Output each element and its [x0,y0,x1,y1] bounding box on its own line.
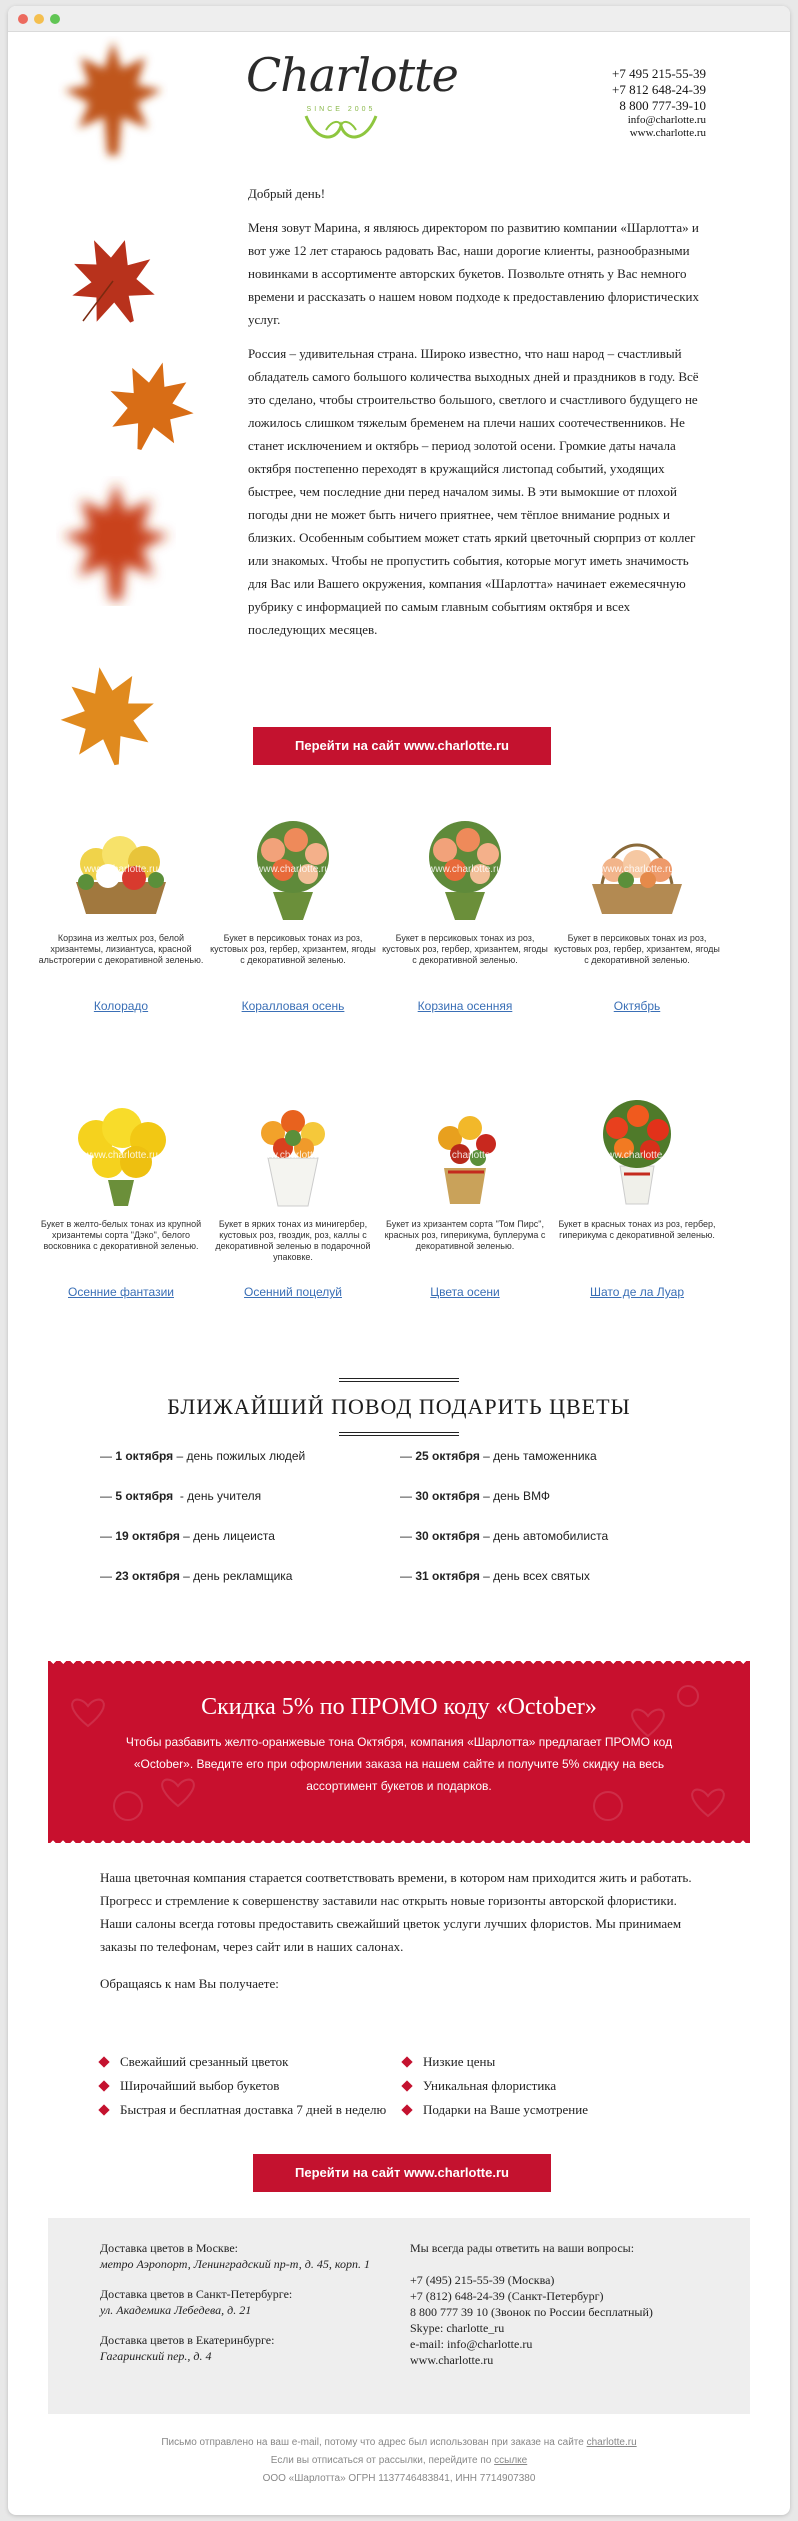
benefits-left-list [100,2050,390,2122]
product-description: Корзина из желтых роз, белой хризантемы, лизиантуса, красной альстрогерии с декоративной зеленью. [38,933,204,965]
product-description: Букет в желто-белых тонах из крупной хризантемы сорта "Дэко", белого восковника с декоративной зеленью. [40,1219,202,1251]
product-link[interactable]: Колорадо [93,999,149,1013]
product-link[interactable]: Цвета осени [430,1285,500,1299]
header-contacts [568,66,706,140]
contact-email[interactable]: e-mail: info@charlotte.ru [410,2337,533,2351]
minimize-window-button[interactable] [34,14,44,24]
holidays-header [8,1378,790,1436]
benefit-item: Подарки на Ваше усмотрение [403,2098,703,2122]
footer-addresses [100,2240,390,2378]
bouquet-image[interactable] [56,802,186,922]
greeting: Добрый день! [248,186,326,201]
promo-title: Скидка 5% по ПРОМО коду «October» [201,1694,597,1720]
watermark-text: www.charlotte.ru [600,864,674,875]
product-description: Букет в ярких тонах из минигербер, кустовых роз, гвоздик, роз, каллы с декоративной зеленью в подарочной упаковке. [215,1219,371,1262]
benefit-item: Свежайший срезанный цветок [100,2050,390,2074]
about-paragraph: Наша цветочная компания старается соответствовать времени, в котором нам приходится жить и работать. Прогресс и стремление к совершенству заставили нас открыть новые горизонты авторской флористики. Наши салоны всегда готовы предоставить свежайший цветок услуги лучших флористов. Мы принимаем заказы по телефонам, через сайт или в наших салонах. [100,1870,692,1954]
maximize-window-button[interactable] [50,14,60,24]
bouquet-image[interactable] [400,802,530,922]
logo-wordmark: Charlotte [246,48,458,102]
holiday-item: — 5 октября - день учителя [100,1489,262,1503]
window-titlebar [8,6,790,32]
bouquet-image[interactable] [56,1088,186,1208]
product-link[interactable]: Октябрь [613,999,661,1013]
letter-paragraph-1: Меня зовут Марина, я являюсь директором по развитию компании «Шарлотта» и вот уже 12 лет стараюсь радовать Вас, наши дорогие клиенты, разнообразными новинками в ассортименте авторских букетов. Позвольте отнять у Вас немного времени и рассказать о нашем новом подходе к предоставлению флористических услуг. [248,220,700,327]
benefits-intro: Обращаясь к нам Вы получаете: [100,1976,279,1991]
moscow-address: метро Аэропорт, Ленинградский пр-т, д. 45, корп. 1 [100,2257,370,2271]
legal-line-1: Письмо отправлено на ваш e-mail, потому что адрес был использован при заказе на сайте [161,2437,584,2448]
unsubscribe-link[interactable]: ссылке [494,2455,528,2466]
product-card [208,1088,378,1301]
letter-paragraph-2: Россия – удивительная страна. Широко известно, что наш народ – счастливый обладатель самого большого количества выходных дней и праздников в году. Всё это сделано, чтобы строительство большого, светлого и счастливого будущего не ложилось слишком тяжелым бременем на плечи наших соотечественников. Не станет исключением и октябрь – период золотой осени. Громкие даты начала октября постепенно переходят в кружащийся листопад событий, уходящих быстрее, чем последние дни перед началом зимы. В эти вымокшие от плохой погоды дни не может быть ничего приятнее, чем тёплое внимание родных и близких. Особенным событием может стать яркий цветочный сюрприз от коллег или знакомых. Чтобы не пропустить события, которые могут иметь значимость для Вас или Вашего окружения, компания «Шарлотта» начинает ежемесячную рубрику с информацией по самым главным событиям октября и всех последующих месяцев. [248,346,699,637]
watermark-text: www.charlotte.ru [84,864,158,875]
maple-leaf-icon [53,661,163,771]
contact-skype[interactable]: Skype: charlotte_ru [410,2321,505,2335]
bouquet-image[interactable] [228,1088,358,1208]
ekb-label: Доставка цветов в Екатеринбурге: [100,2333,275,2347]
product-link[interactable]: Корзина осенняя [417,999,513,1013]
product-card [552,1088,722,1301]
product-card [380,1088,550,1301]
legal-line-2: Если вы отписаться от рассылки, перейдите по [270,2455,492,2466]
letter-body [248,182,708,652]
maple-leaf-icon [56,476,176,606]
phone-moscow[interactable]: +7 495 215-55-39 [612,66,706,81]
holiday-item: — 23 октября – день рекламщика [100,1569,293,1583]
benefit-item: Широчайший выбор букетов [100,2074,390,2098]
contact-site[interactable]: www.charlotte.ru [410,2353,494,2367]
watermark-text: www.charlotte.ru [428,1150,502,1161]
bouquet-image[interactable] [400,1088,530,1208]
product-card [380,802,550,1015]
holiday-item: — 31 октября – день всех святых [400,1569,590,1583]
watermark-text: www.charlotte.ru [84,1150,158,1161]
bouquet-image[interactable] [228,802,358,922]
phone-free[interactable]: 8 800 777-39-10 [619,98,706,113]
watermark-text: www.charlotte.ru [600,1150,674,1161]
brand-logo[interactable] [246,48,458,128]
logo-curl-icon [296,112,386,146]
holiday-item: — 19 октября – день лицеиста [100,1529,275,1543]
holiday-item: — 30 октября – день автомобилиста [400,1529,609,1543]
legal-site-link[interactable]: charlotte.ru [586,2437,637,2448]
product-link[interactable]: Осенние фантазии [68,1285,174,1299]
product-link[interactable]: Осенний поцелуй [244,1285,342,1299]
legal-line-3: ООО «Шарлотта» ОГРН 1137746483841, ИНН 7714907380 [262,2473,536,2484]
holidays-title: БЛИЖАЙШИЙ ПОВОД ПОДАРИТЬ ЦВЕТЫ [167,1394,631,1419]
spb-address: ул. Академика Лебедева, д. 21 [100,2303,252,2317]
product-card [36,802,206,1015]
spb-label: Доставка цветов в Санкт-Петербурге: [100,2287,293,2301]
close-window-button[interactable] [18,14,28,24]
holiday-item: — 1 октября – день пожилых людей [100,1449,306,1463]
watermark-text: www.charlotte.ru [256,1150,330,1161]
legal-footer [8,2434,790,2488]
bouquet-image[interactable] [572,802,702,922]
phone-spb[interactable]: +7 812 648-24-39 [612,82,706,97]
product-description: Букет в красных тонах из роз, гербер, гиперикума с декоративной зеленью. [558,1219,716,1240]
go-to-site-button-bottom[interactable]: Перейти на сайт www.charlotte.ru [253,2154,551,2192]
moscow-label: Доставка цветов в Москве: [100,2241,239,2255]
product-card [36,1088,206,1301]
holidays-left-list [100,1436,305,1596]
maple-leaf-icon [58,231,168,331]
product-link[interactable]: Шато де ла Луар [589,1285,685,1299]
product-description: Букет в персиковых тонах из роз, кустовых роз, гербер, хризантем, ягоды с декоративной зеленью. [554,933,720,965]
watermark-text: www.charlotte.ru [256,864,330,875]
benefits-right-list [403,2050,703,2122]
contact-phone-moscow[interactable]: +7 (495) 215-55-39 (Москва) [410,2273,555,2287]
go-to-site-button[interactable]: Перейти на сайт www.charlotte.ru [253,727,551,765]
contact-label: Мы всегда рады ответить на ваши вопросы: [410,2241,635,2255]
holidays-right-list [400,1436,608,1596]
maple-leaf-icon [58,36,168,166]
footer-contacts-column [410,2240,730,2368]
benefit-item: Уникальная флористика [403,2074,703,2098]
maple-leaf-icon [96,356,206,456]
product-link[interactable]: Коралловая осень [241,999,345,1013]
promo-text: Чтобы разбавить желто-оранжевые тона Октября, компания «Шарлотта» предлагает ПРОМО код «October». Введите его при оформлении заказа на нашем сайте и получите 5% скидку на весь ассортимент букетов и подарков. [125,1735,673,1793]
bouquet-image[interactable] [572,1088,702,1208]
product-description: Букет из хризантем сорта "Том Пирс", красных роз, гиперикума, буплерума с декоративной зеленью. [384,1219,546,1251]
promo-banner [48,1666,750,1838]
product-card [208,802,378,1015]
header-email[interactable]: info@charlotte.ru [627,114,706,126]
watermark-text: www.charlotte.ru [428,864,502,875]
header-site[interactable]: www.charlotte.ru [629,127,706,139]
browser-window [8,6,790,2515]
about-section [100,1866,712,2009]
benefit-item: Низкие цены [403,2050,703,2074]
logo-since: SINCE 2005 [306,106,376,113]
product-card [552,802,722,1015]
ekb-address: Гагаринский пер., д. 4 [100,2349,212,2363]
footer-contacts [48,2218,750,2414]
contact-phone-spb[interactable]: +7 (812) 648-24-39 (Санкт-Петербург) [410,2289,604,2303]
contact-phone-free[interactable]: 8 800 777 39 10 (Звонок по России бесплатный) [410,2305,653,2319]
product-description: Букет в персиковых тонах из роз, кустовых роз, гербер, хризантем, ягоды с декоративной зеленью. [382,933,548,965]
holiday-item: — 25 октября – день таможенника [400,1449,597,1463]
product-description: Букет в персиковых тонах из роз, кустовых роз, гербер, хризантем, ягоды с декоративной зеленью. [210,933,376,965]
benefit-item: Быстрая и бесплатная доставка 7 дней в неделю [100,2098,390,2122]
holiday-item: — 30 октября – день ВМФ [400,1489,551,1503]
